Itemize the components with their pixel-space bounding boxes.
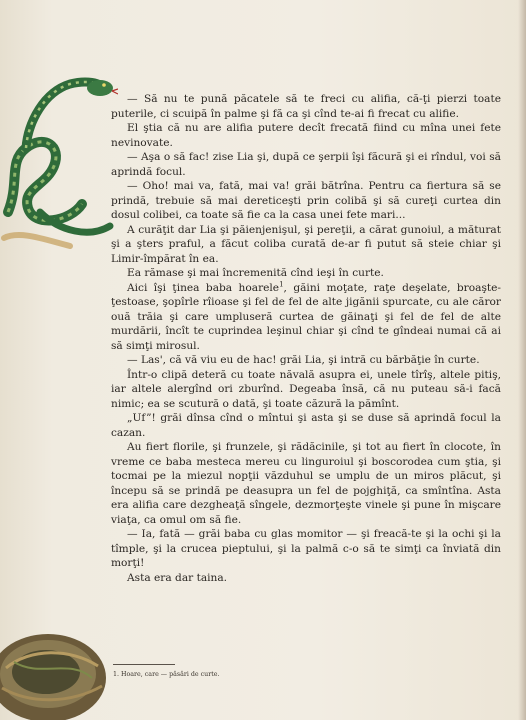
story-text — [111, 92, 501, 585]
footnote-rule — [113, 664, 175, 665]
footnote-marker: 1 — [279, 279, 284, 288]
paragraph-text: Aici îşi ţinea baba hoarele — [127, 281, 280, 294]
paragraph: Într-o clipă deteră cu toate năvală asupra ei, unele tîrîş, altele pitiş, iar altele alergînd ori zburînd. Degeaba însă, că nu puteau să-i facă nimic; ea se scutură o dată, şi toate căzură la pămînt. — [111, 368, 501, 410]
paragraph: — Aşa o să fac! zise Lia şi, după ce şerpii îşi făcură şi ei rîndul, voi să aprindă focul. — [111, 151, 501, 178]
paragraph: — Oho! mai va, fată, mai va! grăi bătrîna. Pentru ca fiertura să se prindă, trebuie să mai dereticeşti prin colibă şi să cureţi curtea din dosul colibei, ca toate să fie ca la casa unei fete mari... — [111, 180, 501, 221]
paragraph-text-rest: , găini moţate, raţe deşelate, broaşte-ţestoase, şopîrle rîioase şi fel de fel de alte jigănii spurcate, cu ale căror ouă trăia şi care umpluseră curtea de găinaţi şi fel de fel de alte murdării, încît te cuprindea leşinul chiar şi cînd te gîndeai numai că ai să simţi mirosul. — [111, 281, 501, 352]
paragraph: Asta era dar taina. — [127, 571, 228, 584]
paragraph: A curăţit dar Lia şi păienjenişul, şi pereţii, a cărat gunoiul, a măturat şi a şters praful, a făcut coliba curată de-ar fi putut să steie chiar şi Limir-împărat în ea. — [111, 223, 501, 265]
paragraph: „Uf”! grăi dînsa cînd o mîntui şi asta şi se duse să aprindă focul la cazan. — [111, 412, 501, 439]
paragraph: Ea rămase şi mai încremenită cînd ieşi în curte. — [127, 267, 384, 279]
paragraph: Au fiert florile, şi frunzele, şi rădăcinile, şi tot au fiert în clocote, în vreme ce baba mesteca mereu cu linguroiul şi boscorodea cum ştia, şi tocmai pe la miezul nopţii văzduhul se umplu de un miros plăcut, şi începu să se prindă pe deasupra un fel de pojghiţă, ca smîntîna. Asta era alifia care dezgheaţă sîngele, dezmorţeşte vinele şi pune în mişcare viaţa, ca omul om să fie. — [111, 441, 501, 526]
footnote: 1. Hoare, care — păsări de curte. — [113, 671, 220, 678]
paragraph: — Să nu te pună păcatele să te freci cu alifia, că-ţi pierzi toate puterile, ci scuipă în palme şi fă ca şi cînd te-ai fi frecat cu alifie. — [111, 93, 501, 120]
paragraph: El ştia că nu are alifia putere decît frecată fiind cu mîna unei fete nevinovate. — [111, 122, 501, 149]
snake-illustration — [0, 62, 118, 252]
page-edge-shadow — [518, 0, 526, 720]
paragraph: — Ia, fată — grăi baba cu glas momitor — şi freacă-te şi la ochi şi la tîmple, şi la crucea pieptului, şi la palmă c-o să te simţi ca înviată din morţi! — [111, 528, 501, 569]
paragraph-with-footnote — [111, 281, 501, 354]
nest-illustration — [0, 608, 112, 720]
paragraph: — Las', că vă viu eu de hac! grăi Lia, şi intră cu bărbăţie în curte. — [127, 354, 480, 366]
